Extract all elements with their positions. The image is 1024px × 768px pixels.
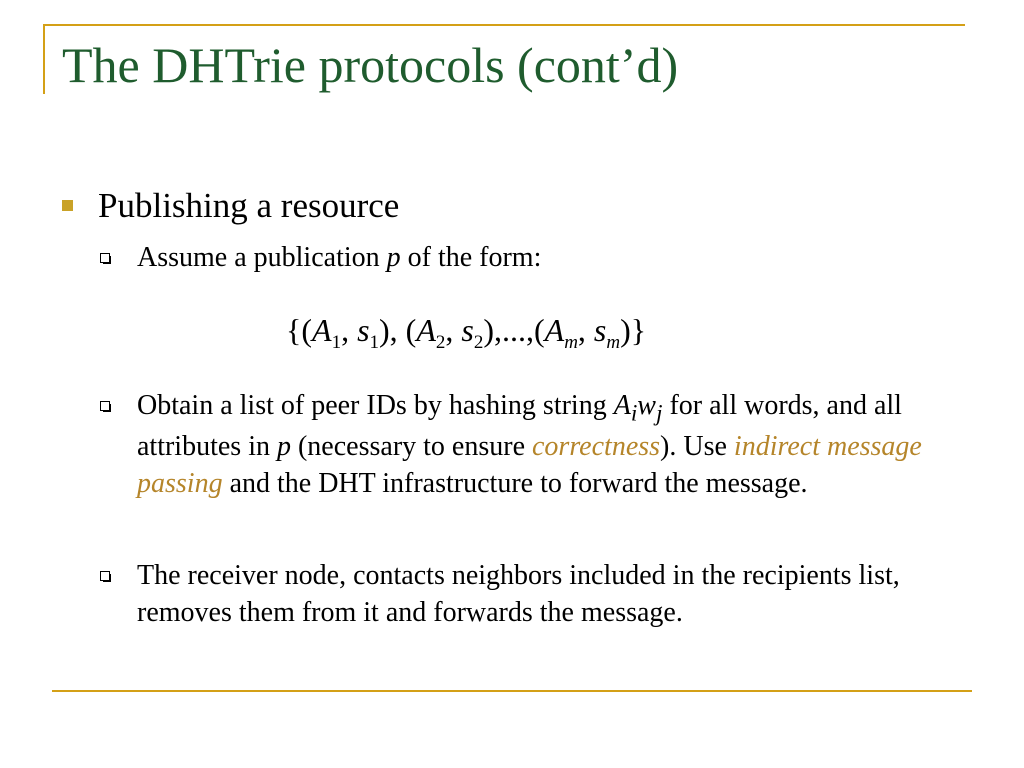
hollow-square-bullet-icon (100, 253, 110, 263)
subscript-j: j (655, 400, 663, 427)
text-run: ). Use (660, 431, 734, 463)
bullet-publishing (62, 186, 399, 226)
formula-part: , (445, 312, 462, 348)
text-run: (necessary to ensure (290, 431, 532, 463)
formula-subscript: 1 (331, 332, 342, 353)
hollow-square-bullet-icon (100, 401, 110, 411)
formula-subscript: 2 (473, 332, 484, 353)
slide-title: The DHTrie protocols (cont’d) (62, 37, 679, 93)
frame-bottom-rule (52, 690, 972, 692)
formula-part: s (357, 312, 370, 348)
formula-part: ),...,( (483, 312, 545, 348)
sub-bullet-obtain-text (137, 388, 977, 503)
emphasis-indirect-message-passing: indirect message passing (137, 431, 922, 500)
formula-part: s (593, 312, 607, 348)
text-run: Assume a publication (137, 242, 387, 273)
variable-a: A (613, 390, 631, 421)
publication-formula (286, 312, 646, 354)
frame-left-rule (43, 24, 45, 94)
formula-part: A (416, 312, 436, 348)
sub-bullet-obtain (100, 388, 980, 548)
formula-part: A (312, 312, 332, 348)
text-run: for all words, and all attributes in (137, 390, 902, 463)
text-run: and the DHT infrastructure to forward the message. (222, 468, 808, 500)
sub-bullet-receiver (100, 558, 980, 678)
formula-subscript: 2 (435, 332, 446, 353)
formula-part: , (577, 312, 594, 348)
sub-bullet-assume (100, 240, 980, 280)
formula-subscript: 1 (369, 332, 380, 353)
emphasis-correctness: correctness (532, 431, 661, 463)
formula-part: , (341, 312, 358, 348)
formula-subscript: m (564, 332, 578, 353)
hollow-square-bullet-icon (100, 571, 110, 581)
text-run: Obtain a list of peer IDs by hashing string (137, 390, 614, 421)
formula-part: {( (286, 312, 313, 348)
formula-part: A (544, 312, 565, 348)
subscript-i: i (630, 400, 638, 427)
bullet-publishing-text: Publishing a resource (98, 186, 400, 225)
text-run: of the form: (400, 242, 542, 273)
formula-part: ), ( (379, 312, 417, 348)
variable-p: p (386, 242, 401, 273)
variable-w: w (637, 390, 656, 421)
sub-bullet-receiver-text: The receiver node, contacts neighbors included in the recipients list, removes them from it and forwards the message. (137, 560, 900, 628)
sub-bullet-assume-text (137, 240, 541, 277)
frame-top-rule (43, 24, 965, 26)
formula-subscript: m (606, 332, 621, 353)
variable-p: p (276, 431, 291, 463)
formula-part: s (461, 312, 474, 348)
formula-part: )} (620, 312, 647, 348)
square-bullet-icon (62, 200, 73, 211)
